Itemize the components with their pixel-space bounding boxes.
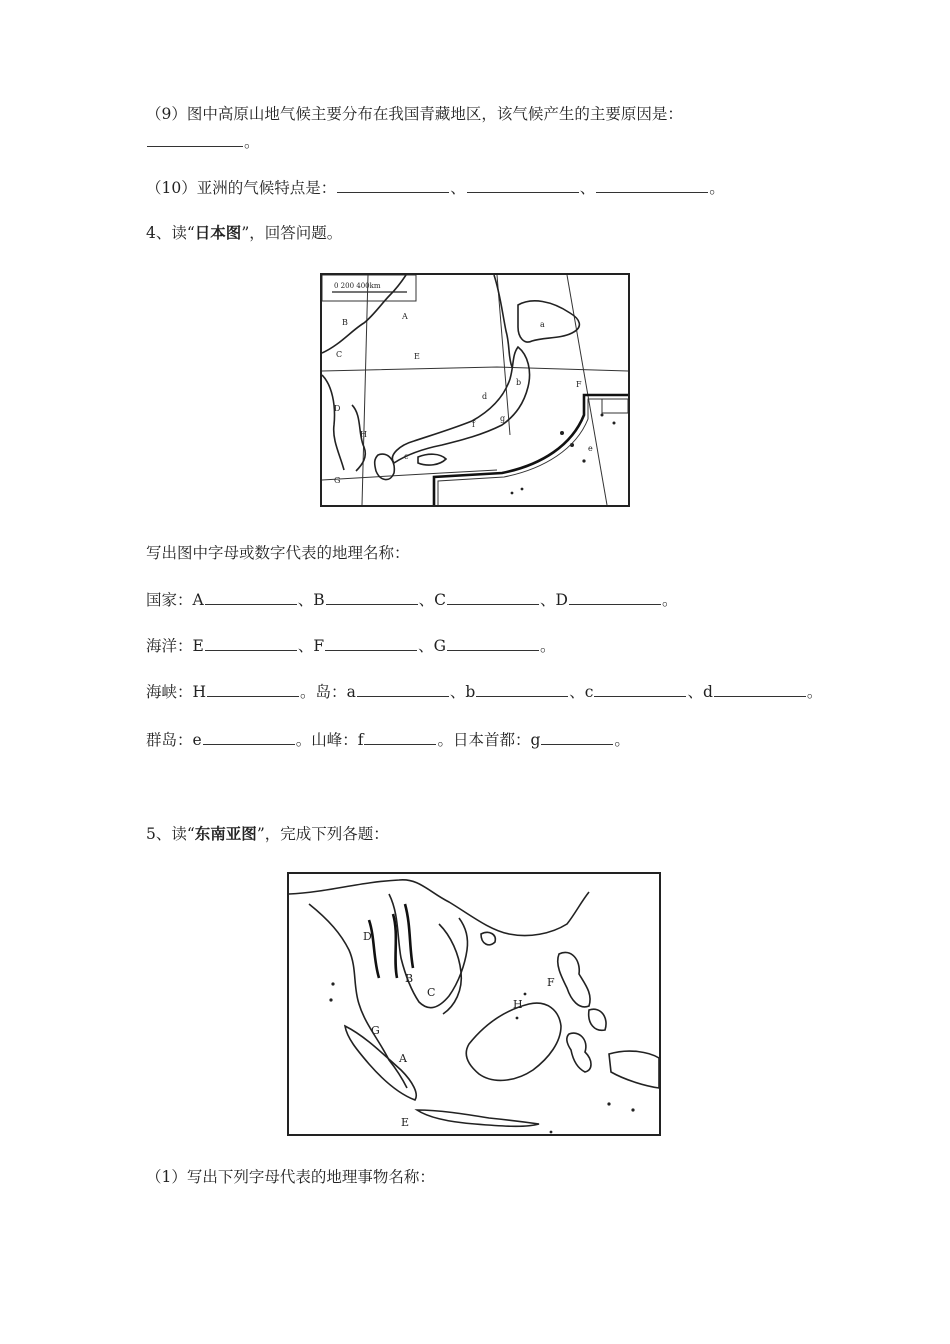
q10-line: （10）亚洲的气候特点是： 、 、 。: [146, 176, 725, 199]
blank-C[interactable]: [447, 588, 539, 605]
southeast-asia-map: [287, 872, 661, 1136]
japan-label-c: c: [404, 452, 409, 461]
japan-label-B: B: [342, 318, 348, 327]
q9-line: [146, 103, 683, 125]
q4-instruction: 写出图中字母或数字代表的地理名称：: [146, 544, 410, 562]
q4-title: 日本图: [194, 223, 242, 242]
q4-heading: 4、读“日本图”，回答问题。: [146, 223, 343, 242]
blank-a[interactable]: [357, 680, 449, 697]
sea-label-H: H: [513, 998, 523, 1011]
japan-map: [320, 273, 630, 507]
blank-e[interactable]: [203, 728, 295, 745]
southeast-asia-map-drawing: [289, 874, 659, 1134]
q10-text: （10）亚洲的气候特点是：: [146, 179, 337, 197]
q9-blank[interactable]: [147, 130, 243, 147]
japan-map-scale: 0 200 400km: [334, 282, 381, 290]
q5-heading: 5、读“东南亚图”，完成下列各题：: [146, 824, 389, 843]
q4-oceans-line: 海洋：E 、F 、G 。: [146, 634, 556, 657]
japan-map-drawing: [322, 275, 628, 505]
blank-E[interactable]: [205, 634, 297, 651]
japan-label-e: e: [588, 444, 593, 453]
q9-answer-line: 。: [146, 130, 260, 153]
q4-islands-peak-line: 群岛：e 。山峰：f 。日本首都：g 。: [146, 728, 630, 751]
sea-label-E: E: [401, 1116, 410, 1129]
sea-label-F: F: [547, 976, 555, 989]
q10-blank-2[interactable]: [467, 176, 579, 193]
q4-strait-island-line: 海峡：H 。岛：a 、b 、c 、d 。: [146, 680, 822, 703]
q10-blank-3[interactable]: [596, 176, 708, 193]
blank-A[interactable]: [205, 588, 297, 605]
blank-F[interactable]: [325, 634, 417, 651]
japan-label-A: A: [402, 312, 408, 321]
q5-sub1: （1）写出下列字母代表的地理事物名称：: [146, 1168, 435, 1186]
blank-d[interactable]: [714, 680, 806, 697]
blank-H[interactable]: [207, 680, 299, 697]
q4-countries-line: 国家：A 、B 、C 、D 。: [146, 588, 677, 611]
japan-label-g: g: [500, 414, 506, 423]
sea-label-A: A: [399, 1052, 407, 1065]
sea-label-G: G: [371, 1024, 380, 1037]
japan-label-b: b: [516, 378, 522, 387]
blank-f[interactable]: [364, 728, 436, 745]
q5-title: 东南亚图: [194, 824, 257, 843]
japan-label-D: D: [334, 404, 341, 413]
japan-label-H: H: [360, 430, 367, 439]
blank-B[interactable]: [326, 588, 418, 605]
blank-D[interactable]: [569, 588, 661, 605]
japan-label-F: F: [576, 380, 582, 389]
sea-label-D: D: [363, 930, 372, 943]
blank-b[interactable]: [476, 680, 568, 697]
japan-label-E: E: [414, 352, 420, 361]
q10-blank-1[interactable]: [337, 176, 449, 193]
sea-label-C: C: [427, 986, 436, 999]
q9-text: （9）图中高原山地气候主要分布在我国青藏地区，该气候产生的主要原因是：: [146, 105, 683, 123]
japan-label-d: d: [482, 392, 488, 401]
blank-G[interactable]: [447, 634, 539, 651]
japan-label-f: f: [472, 420, 475, 429]
japan-label-G: G: [334, 476, 341, 485]
blank-c[interactable]: [594, 680, 686, 697]
blank-g[interactable]: [541, 728, 613, 745]
japan-label-C: C: [336, 350, 343, 359]
japan-label-a: a: [540, 320, 545, 329]
sea-label-B: B: [405, 972, 414, 985]
